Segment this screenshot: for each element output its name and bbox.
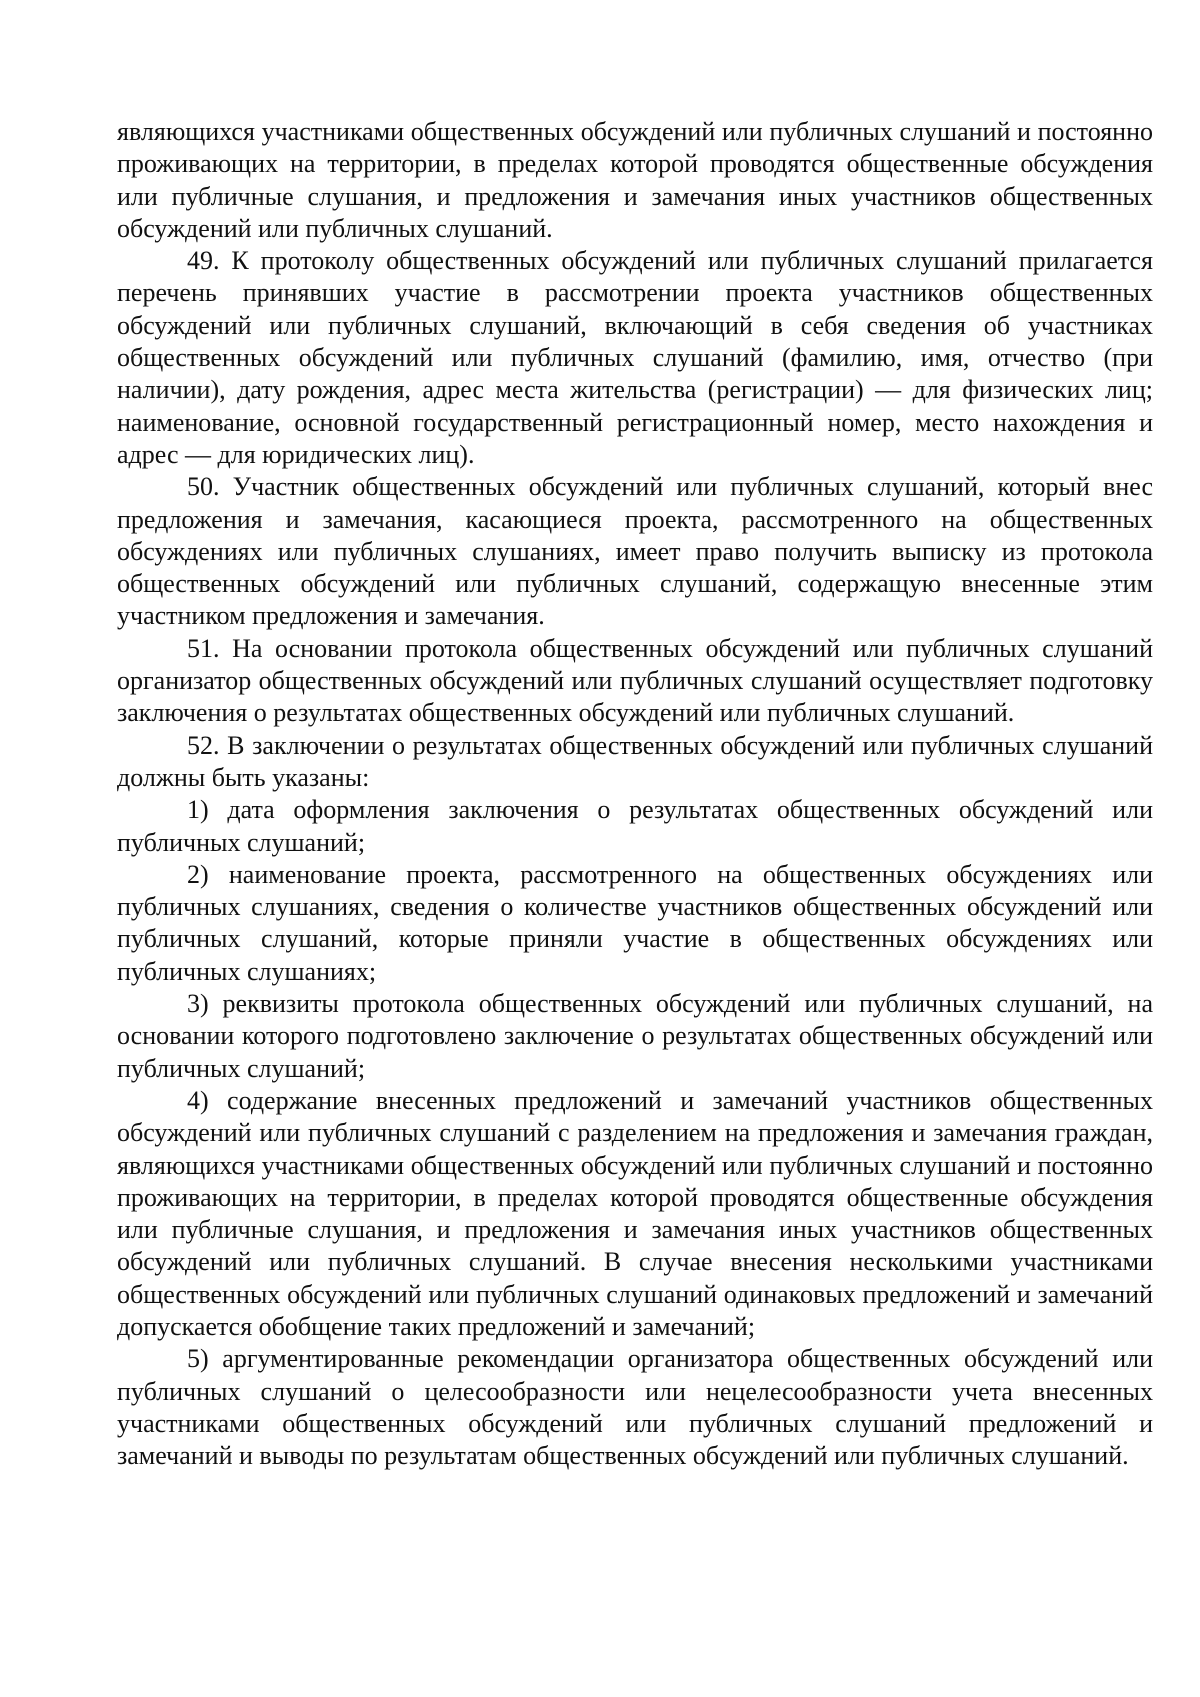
paragraph-51: 51. На основании протокола общественных обсуждений или публичных слушаний организатор общественных обсуждений или публичных слушаний осуществляет подготовку заключения о результатах общественных обсуждений или публичных слушаний.	[117, 633, 1153, 728]
list-item-4: 4) содержание внесенных предложений и замечаний участников общественных обсуждений или публичных слушаний с разделением на предложения и замечания граждан, являющихся участниками общественных обсуждений или публичных слушаний и постоянно проживающих на территории, в пределах которой проводятся общественные обсуждения или публичные слушания, и предложения и замечания иных участников общественных обсуждений или публичных слушаний. В случае внесения несколькими участниками общественных обсуждений или публичных слушаний одинаковых предложений и замечаний допускается обобщение таких предложений и замечаний;	[117, 1085, 1153, 1341]
list-item-5: 5) аргументированные рекомендации организатора общественных обсуждений или публичных слушаний о целесообразности или нецелесообразности учета внесенных участниками общественных обсуждений или публичных слушаний предложений и замечаний и выводы по результатам общественных обсуждений или публичных слушаний.	[117, 1344, 1153, 1471]
list-item-1: 1) дата оформления заключения о результатах общественных обсуждений или публичных слушаний;	[117, 795, 1153, 857]
list-item-2: 2) наименование проекта, рассмотренного на общественных обсуждениях или публичных слушаниях, сведения о количестве участников общественных обсуждений или публичных слушаний, которые приняли участие в общественных обсуждениях или публичных слушаниях;	[117, 859, 1153, 986]
paragraph-50: 50. Участник общественных обсуждений или публичных слушаний, который внес предложения и замечания, касающиеся проекта, рассмотренного на общественных обсуждениях или публичных слушаниях, имеет право получить выписку из протокола общественных обсуждений или публичных слушаний, содержащую внесенные этим участником предложения и замечания.	[117, 472, 1153, 631]
document-body	[117, 116, 1153, 1472]
paragraph-52: 52. В заключении о результатах общественных обсуждений или публичных слушаний должны быть указаны:	[117, 730, 1153, 792]
paragraph-49: 49. К протоколу общественных обсуждений или публичных слушаний прилагается перечень принявших участие в рассмотрении проекта участников общественных обсуждений или публичных слушаний, включающий в себя сведения об участниках общественных обсуждений или публичных слушаний (фамилию, имя, отчество (при наличии), дату рождения, адрес места жительства (регистрации) — для физических лиц; наименование, основной государственный регистрационный номер, место нахождения и адрес — для юридических лиц).	[117, 246, 1153, 469]
list-item-3: 3) реквизиты протокола общественных обсуждений или публичных слушаний, на основании которого подготовлено заключение о результатах общественных обсуждений или публичных слушаний;	[117, 989, 1153, 1083]
paragraph-continuation: являющихся участниками общественных обсуждений или публичных слушаний и постоянно проживающих на территории, в пределах которой проводятся общественные обсуждения или публичные слушания, и предложения и замечания иных участников общественных обсуждений или публичных слушаний.	[117, 117, 1153, 243]
